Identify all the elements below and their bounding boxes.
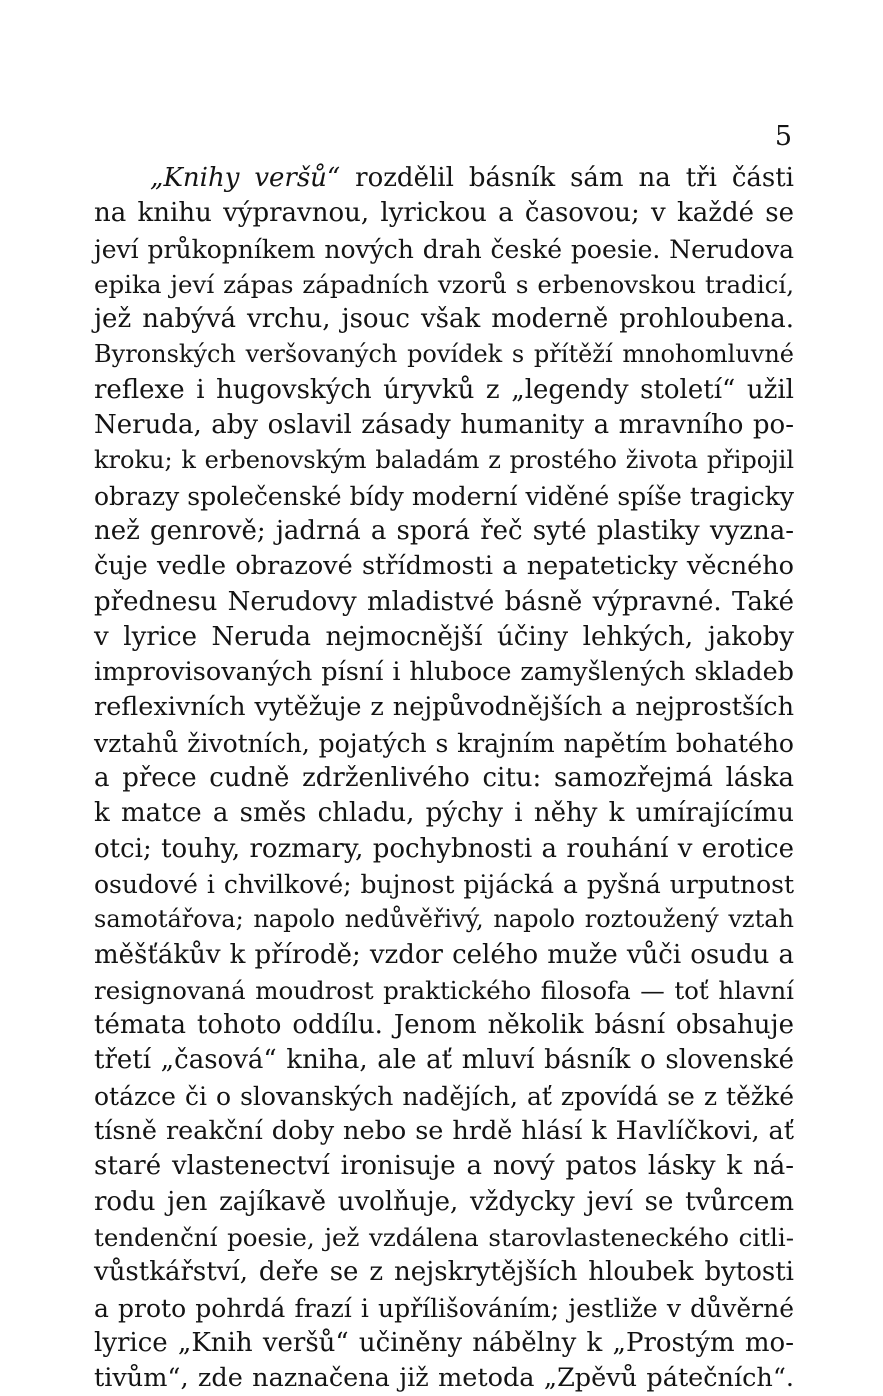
text-line: jež nabývá vrchu, jsouc však moderně prohloubena. <box>94 304 794 335</box>
body-text <box>94 161 794 1396</box>
text-line: a proto pohrdá frazí i upřílišováním; jestliže v důvěrné <box>94 1293 794 1323</box>
text-line: obrazy společenské bídy moderní viděné spíše tragicky <box>94 481 794 511</box>
text-line: témata tohoto oddílu. Jenom několik básní obsahuje <box>94 1010 794 1041</box>
text-line: vůstkářství, deře se z nejskrytějších hloubek bytosti <box>94 1257 794 1288</box>
text-line: kroku; k erbenovským baladám z prostého života připojil <box>94 446 794 475</box>
text-line: improvisovaných písní i hluboce zamyšlených skladeb <box>94 657 794 688</box>
text-line: tísně reakční doby nebo se hrdě hlásí k Havlíčkovi, ať <box>94 1116 794 1147</box>
text-line: k matce a směs chladu, pýchy i něhy k umírajícímu <box>94 798 794 829</box>
text-line: reflexe i hugovských úryvků z „legendy století“ užil <box>94 374 794 405</box>
first-line-rest: rozdělil básník sám na tři části <box>340 163 794 193</box>
text-line: v lyrice Neruda nejmocnější účiny lehkých, jakoby <box>94 621 794 652</box>
text-line: otci; touhy, rozmary, pochybnosti a rouhání v erotice <box>94 833 794 864</box>
text-line: tendenční poesie, jež vzdálena starovlasteneckého citli- <box>94 1222 794 1252</box>
text-line: měšťákův k přírodě; vzdor celého muže vůči osudu a <box>94 939 794 970</box>
text-line: epika jeví zápas západních vzorů s erbenovskou tradicí, <box>94 269 794 299</box>
text-line: samotářova; napolo nedůvěřivý, napolo roztoužený vztah <box>94 905 794 934</box>
text-line: lyrice „Knih veršů“ učiněny nábělny k „Prostým mo- <box>94 1327 794 1358</box>
text-line: Byronských veršovaných povídek s přítěží mnohomluvné <box>94 340 794 369</box>
text-line: resignovaná moudrost praktického filosofa — toť hlavní <box>94 975 794 1005</box>
page-number: 5 <box>774 121 792 152</box>
book-title-italic: „Knihy veršů“ <box>150 163 341 193</box>
text-line: staré vlastenectví ironisuje a nový patos lásky k ná- <box>94 1151 794 1182</box>
text-line: na knihu výpravnou, lyrickou a časovou; v každé se <box>94 198 794 229</box>
text-line: jeví průkopníkem nových drah české poesie. Nerudova <box>94 234 794 264</box>
text-line: než genrově; jadrná a sporá řeč syté plastiky vyzna- <box>94 515 794 546</box>
text-line: přednesu Nerudovy mladistvé básně výpravné. Také <box>94 586 794 617</box>
text-line: Neruda, aby oslavil zásady humanity a mravního po- <box>94 410 794 441</box>
text-line: otázce či o slovanských nadějích, ať zpovídá se z těžké <box>94 1081 794 1111</box>
text-line: osudové i chvilkové; bujnost pijácká a pyšná urputnost <box>94 869 794 899</box>
text-line: vztahů životních, pojatých s krajním napětím bohatého <box>94 728 794 758</box>
text-line: čuje vedle obrazové střídmosti a nepateticky věcného <box>94 551 794 582</box>
text-line-last: tivům“, zde naznačena již metoda „Zpěvů pátečních“. <box>94 1363 794 1394</box>
text-line-1 <box>94 161 794 196</box>
text-line: reflexivních vytěžuje z nejpůvodnějších a nejprostších <box>94 692 794 723</box>
text-line: rodu jen zajíkavě uvolňuje, vždycky jeví se tvůrcem <box>94 1186 794 1217</box>
text-line: a přece cudně zdrženlivého citu: samozřejmá láska <box>94 763 794 794</box>
text-line: třetí „časová“ kniha, ale ať mluví básník o slovenské <box>94 1045 794 1076</box>
